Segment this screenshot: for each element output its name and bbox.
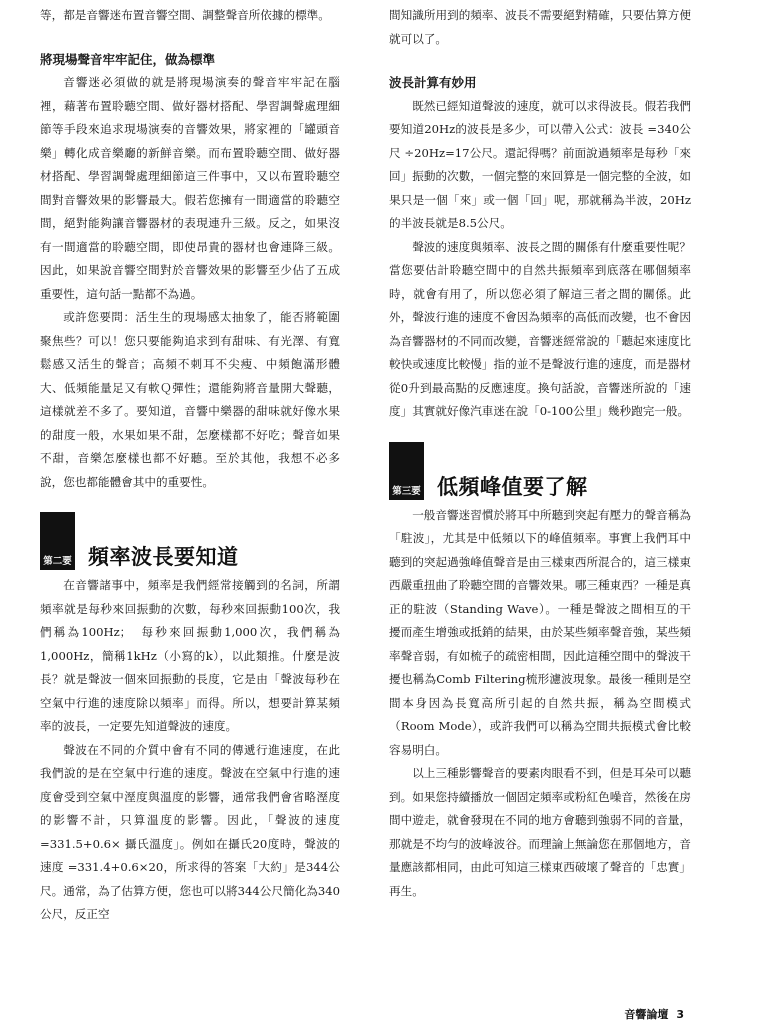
right-paragraph-4: 以上三種影響聲音的要素肉眼看不到，但是耳朵可以聽到。如果您持續播放一個固定頻率或粉紅色噪音，然後在房間中遊走，就會發現在不同的地方會聽到強弱不同的音量，那就是不均勻的波峰波谷。而理論上無論您在那個地方，音量應該都相同，由此可知這三樣東西破壞了聲音的「忠實」再生。 [389, 766, 691, 898]
page-number: 3 [676, 1008, 684, 1021]
section-tag-label: 第二要 [43, 556, 72, 567]
section-tag-block [40, 512, 75, 570]
left-paragraph-4: 聲波在不同的介質中會有不同的傳遞行進速度，在此我們說的是在空氣中行進的速度。聲波在空氣中行進的速度會受到空氣中溼度與溫度的影響，通常我們會省略溼度的影響不計，只算溫度的影響。因此，「聲波的速度 =331.5+0.6× 攝氏溫度」。例如在攝氏20度時，聲波的速度 =331.4+0.6×20，所求得的答案「大約」是344公尺。通常，為了估算方便，您也可以將344公尺簡化為340公尺，反正空 [40, 742, 340, 921]
left-intro-paragraph: 等，都是音響迷布置音響空間、調整聲音所依據的標準。 [40, 8, 330, 22]
section-tag-label: 第三要 [392, 485, 421, 497]
section-title: 頻率波長要知道 [88, 545, 239, 569]
right-paragraph-2: 聲波的速度與頻率、波長之間的關係有什麼重要性呢？當您要估計聆聽空間中的自然共振頻率到底落在哪個頻率時，就會有用了，所以您必須了解這三者之間的關係。此外，聲波行進的速度不會因為頻率的高低而改變，也不會因為音響器材的不同而改變，音響迷經常說的「聽起來速度比較快或速度比較慢」指的並不是聲波行進的速度，而是器材從0升到最高點的反應速度。換句話說，音響迷所說的「速度」其實就好像汽車迷在說「0-100公里」幾秒跑完一般。 [389, 239, 691, 418]
left-paragraph-1: 音響迷必須做的就是將現場演奏的聲音牢牢記在腦裡，藉著布置聆聽空間、做好器材搭配、學習調聲處理細節等手段來追求現場演奏的音響效果，將家裡的「罐頭音樂」轉化成音樂廳的新鮮音樂。而布置聆聽空間、做好器材搭配、學習調聲處理細節這三件事中，又以布置聆聽空間對音響效果的影響最大。假若您擁有一間適當的聆聽空間，絕對能夠讓音響器材的表現連升三級。反之，如果沒有一間適當的聆聽空間，即使昂貴的器材也會連降三級。因此，如果說音響空間對於音響效果的影響至少佔了五成重要性，這句話一點都不為過。 [40, 75, 340, 301]
section-heading-3 [389, 442, 691, 500]
left-paragraph-3: 在音響諸事中，頻率是我們經常接觸到的名詞，所謂頻率就是每秒來回振動的次數，每秒來回振動100次，我們稱為100Hz； 每秒來回振動1,000次，我們稱為1,000Hz，簡稱1kHz（小寫的k），以此類推。什麼是波長？就是聲波一個來回振動的長度，它是由「聲波每秒在空氣中行進的速度除以頻率」而得。所以，想要計算某頻率的波長，一定要先知道聲波的速度。 [40, 578, 340, 733]
section-tag-block [389, 442, 424, 500]
right-paragraph-3: 一般音響迷習慣於將耳中所聽到突起有壓力的聲音稱為「駐波」，尤其是中低頻以下的峰值頻率。事實上我們耳中聽到的突起過強峰值聲音是由三樣東西所混合的，這三樣東西嚴重扭曲了聆聽空間的音響效果。哪三種東西？一種是真正的駐波（Standing Wave）。一種是聲波之間相互的干擾而產生增強或抵銷的結果，由於某些頻率聲音強，某些頻率聲音弱，有如梳子的疏密相間，因此這種空間中的聲波干擾也稱為Comb Filtering梳形濾波現象。最後一種則是空間本身因為長寬高所引起的自然共振，稱為空間模式（Room Mode），或許我們可以稱為空間共振模式會比較容易明白。 [389, 507, 691, 757]
left-subheading: 將現場聲音牢牢記住，做為標準 [40, 51, 216, 67]
page-footer [624, 1006, 684, 1022]
right-paragraph-1: 既然已經知道聲波的速度，就可以求得波長。假若我們要知道20Hz的波長是多少，可以帶入公式：波長 =340公尺 ÷20Hz=17公尺。還記得嗎？前面說過頻率是每秒「來回」振動的次數，一個完整的來回算是一個完整的全波，如果只是一個「來」或一個「回」呢，那就稱為半波，20Hz的半波長就是8.5公尺。 [389, 98, 691, 230]
magazine-name: 音響論壇 [624, 1008, 669, 1021]
right-subheading: 波長計算有妙用 [389, 75, 477, 90]
section-heading-2 [40, 512, 340, 570]
section-title: 低頻峰值要了解 [437, 474, 588, 499]
left-column [40, 4, 340, 927]
left-paragraph-2: 或許您要問：活生生的現場感太抽象了，能否將範圍聚焦些？可以！您只要能夠追求到有甜味、有光澤、有寬鬆感又活生的聲音；高頻不刺耳不尖瘦、中頻飽滿形體大、低頻能量足又有軟Ｑ彈性；還能夠將音量開大聲聽，這樣就差不多了。要知道，音響中樂器的甜味就好像水果的甜度一般，水果如果不甜，怎麼樣都不好吃；聲音如果不甜，音樂怎麼樣也都不好聽。至於其他，我想不必多說，您也都能體會其中的重要性。 [40, 310, 340, 489]
right-column [389, 4, 691, 903]
right-intro-paragraph: 間知識所用到的頻率、波長不需要絕對精確，只要估算方便就可以了。 [389, 8, 691, 46]
